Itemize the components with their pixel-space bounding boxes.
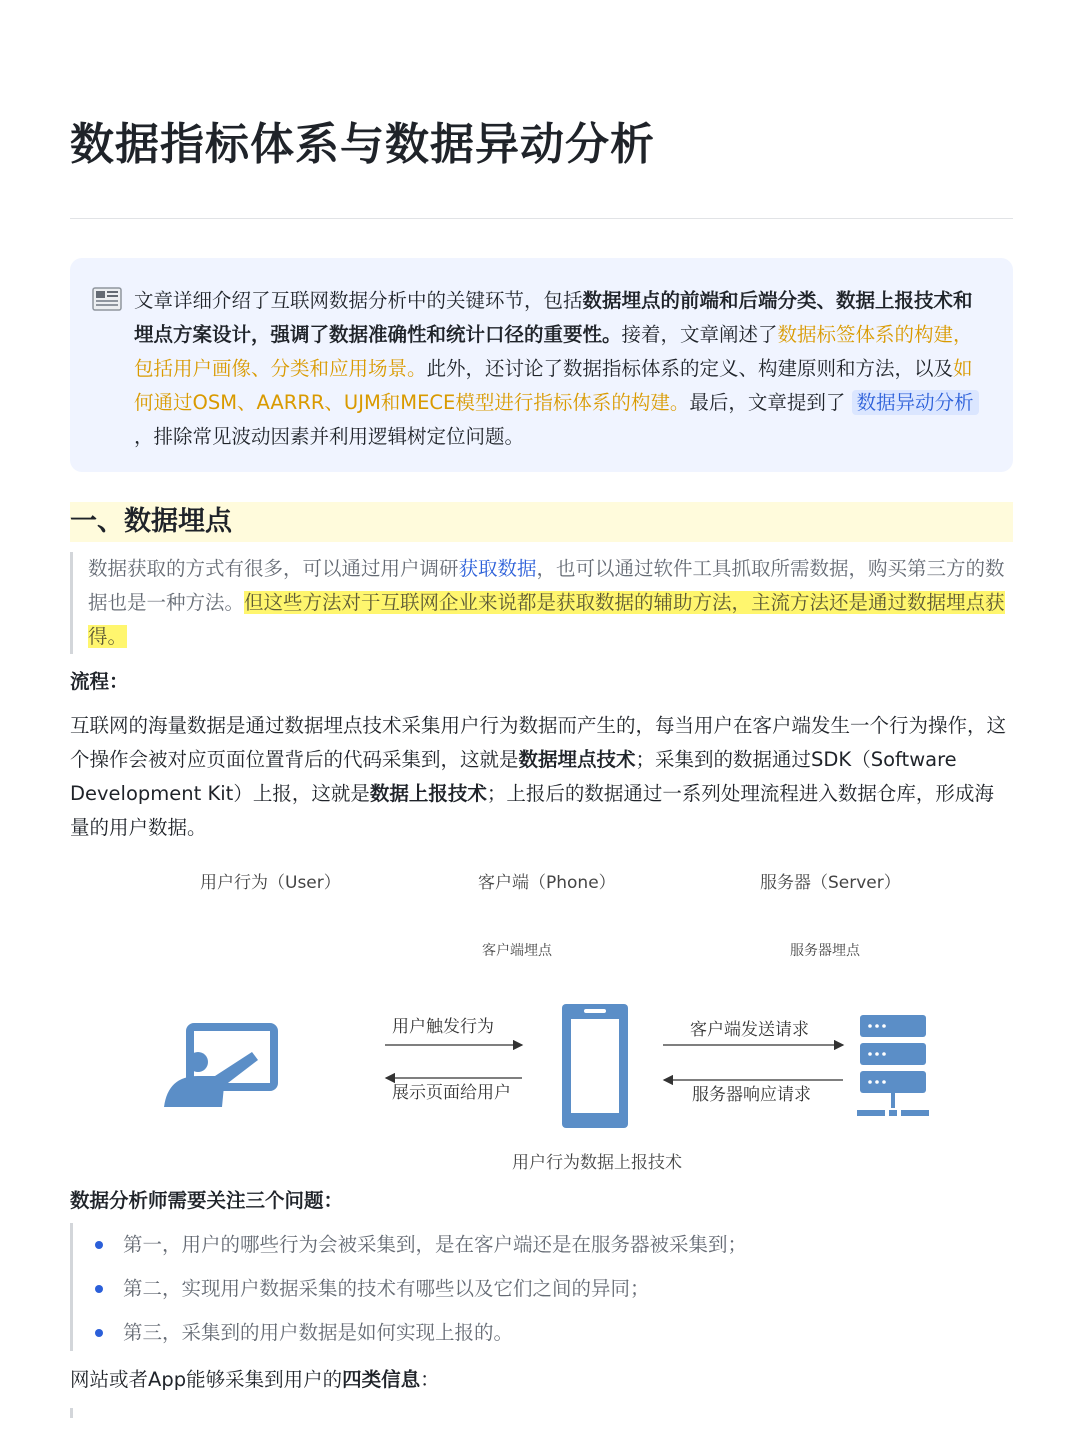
page-title: 数据指标体系与数据异动分析 (70, 119, 655, 170)
list-item: 第一，用户的哪些行为会被采集到，是在客户端还是在服务器被采集到； (93, 1223, 1013, 1267)
info-bold: 四类信息 (342, 1368, 421, 1391)
flow-bold-reporting: 数据上报技术 (369, 782, 487, 805)
title-divider (70, 218, 1013, 219)
bullet-dot (95, 1241, 103, 1249)
summary-highlight-models: 如何通过OSM、AARRR、UJM和MECE模型进行指标体系的构建。 (134, 357, 973, 414)
col-server-label: 服务器（Server） (760, 873, 901, 893)
next-quote-bar (70, 1408, 73, 1418)
summary-callout (70, 258, 1013, 472)
list-item: 第二，实现用户数据采集的技术有哪些以及它们之间的异同； (93, 1267, 1013, 1311)
server-point-label: 服务器埋点 (790, 943, 860, 959)
client-point-label: 客户端埋点 (482, 943, 552, 959)
anomaly-analysis-link[interactable]: 数据异动分析 (852, 390, 979, 415)
arrow-response-label: 服务器响应请求 (692, 1085, 811, 1105)
summary-highlight-tags: 数据标签体系的构建，包括用户画像、分类和应用场景。 (134, 323, 973, 380)
section-heading-bar (70, 502, 1013, 542)
quote-highlight: 但这些方法对于互联网企业来说都是获取数据的辅助方法，主流方法还是通过数据埋点获得。 (88, 591, 1005, 648)
summary-bold: 数据埋点的前端和后端分类、数据上报技术和埋点方案设计，强调了数据准确性和统计口径的重要性。 (134, 289, 973, 346)
diagram-caption: 用户行为数据上报技术 (512, 1153, 682, 1173)
tracking-diagram (160, 862, 960, 1173)
phone-icon (562, 1004, 628, 1128)
flow-bold-tracking: 数据埋点技术 (518, 748, 636, 771)
col-phone-label: 客户端（Phone） (478, 873, 616, 893)
flow-label: 流程： (70, 670, 129, 693)
get-data-link[interactable]: 获取数据 (458, 557, 537, 580)
list-item: 第三，采集到的用户数据是如何实现上报的。 (93, 1311, 1013, 1355)
analyst-label: 数据分析师需要关注三个问题： (70, 1189, 344, 1212)
arrow-request-label: 客户端发送请求 (690, 1020, 809, 1040)
bullet-dot (95, 1285, 103, 1293)
server-icon (857, 1015, 929, 1116)
summary-text: 文章详细介绍了互联网数据分析中的关键环节，包括数据埋点的前端和后端分类、数据上报技术和埋点方案设计，强调了数据准确性和统计口径的重要性。接着，文章阐述了数据标签体系的构建，包括用户画像、分类和应用场景。此外，还讨论了数据指标体系的定义、构建原则和方法，以及如何通过OSM、AARRR、UJM和MECE模型进行指标体系的构建。最后，文章提到了 数据异动分析 ，排除常见波动因素并利用逻辑树定位问题。 (134, 284, 983, 454)
flow-paragraph: 互联网的海量数据是通过数据埋点技术采集用户行为数据而产生的，每当用户在客户端发生一个行为操作，这个操作会被对应页面位置背后的代码采集到，这就是数据埋点技术；采集到的数据通过SDK（Software Development Kit）上报，这就是数据上报技术；上报后的数据通过一系列处理流程进入数据仓库，形成海量的用户数据。 (70, 714, 1007, 839)
diagram-svg (160, 862, 960, 1173)
arrow-trigger-label: 用户触发行为 (392, 1017, 494, 1037)
presenter-icon (164, 1027, 274, 1107)
quote-block: 数据获取的方式有很多，可以通过用户调研获取数据，也可以通过软件工具抓取所需数据，购买第三方的数据也是一种方法。但这些方法对于互联网企业来说都是获取数据的辅助方法，主流方法还是通过数据埋点获得。 (70, 552, 1013, 654)
info-line: 网站或者App能够采集到用户的四类信息： (70, 1368, 440, 1391)
bullet-dot (95, 1329, 103, 1337)
newspaper-icon (92, 287, 122, 311)
analyst-question-list (70, 1223, 1013, 1351)
col-user-label: 用户行为（User） (200, 873, 341, 893)
arrow-show-label: 展示页面给用户 (392, 1083, 511, 1103)
section-heading: 一、数据埋点 (70, 506, 232, 537)
